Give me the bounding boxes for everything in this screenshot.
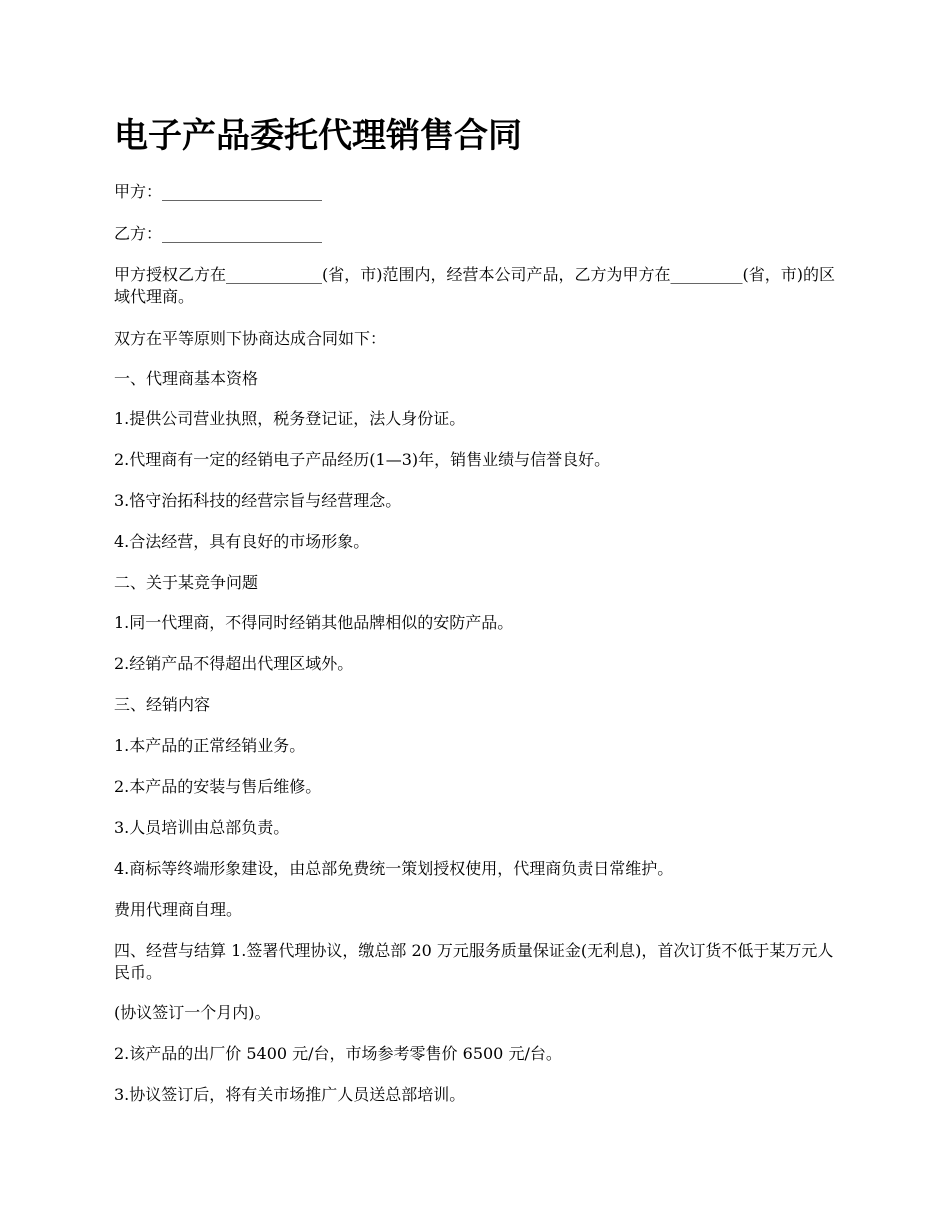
- clause-item: 2.本产品的安装与售后维修。: [114, 777, 322, 796]
- clause-item: 4.商标等终端形象建设，由总部免费统一策划授权使用，代理商负责日常维护。: [114, 859, 674, 878]
- clause-item: (协议签订一个月内)。: [114, 1003, 271, 1022]
- clause-item: 费用代理商自理。: [114, 900, 243, 919]
- party-b-line: 乙方：____________________: [114, 224, 323, 243]
- clause-item: 1.提供公司营业执照，税务登记证，法人身份证。: [114, 409, 466, 428]
- party-a-line: 甲方：____________________: [114, 182, 323, 201]
- authorization-paragraph: 甲方授权乙方在____________(省，市)范围内，经营本公司产品，乙方为甲方在_________(省，市)的区域代理商。: [114, 265, 835, 306]
- clause-item: 3.恪守治拓科技的经营宗旨与经营理念。: [114, 491, 402, 510]
- clause-item: 3.协议签订后，将有关市场推广人员送总部培训。: [114, 1085, 466, 1104]
- clause-item: 2.该产品的出厂价 5400 元/台，市场参考零售价 6500 元/台。: [114, 1044, 562, 1063]
- clause-item: 4.合法经营，具有良好的市场形象。: [114, 532, 370, 551]
- section-heading: 三、经销内容: [114, 695, 211, 714]
- section-heading: 二、关于某竞争问题: [114, 573, 259, 592]
- clause-item: 2.代理商有一定的经销电子产品经历(1—3)年，销售业绩与信誉良好。: [114, 450, 611, 469]
- section-heading-clause: 四、经营与结算 1.签署代理协议，缴总部 20 万元服务质量保证金(无利息)，首次订货不低于某万元人民币。: [114, 941, 834, 982]
- clause-item: 1.本产品的正常经销业务。: [114, 736, 306, 755]
- document-title: 电子产品委托代理销售合同: [114, 116, 522, 156]
- clause-item: 1.同一代理商，不得同时经销其他品牌相似的安防产品。: [114, 613, 514, 632]
- section-heading: 一、代理商基本资格: [114, 369, 259, 388]
- clause-item: 2.经销产品不得超出代理区域外。: [114, 654, 354, 673]
- agreement-intro: 双方在平等原则下协商达成合同如下：: [114, 329, 387, 348]
- clause-item: 3.人员培训由总部负责。: [114, 818, 290, 837]
